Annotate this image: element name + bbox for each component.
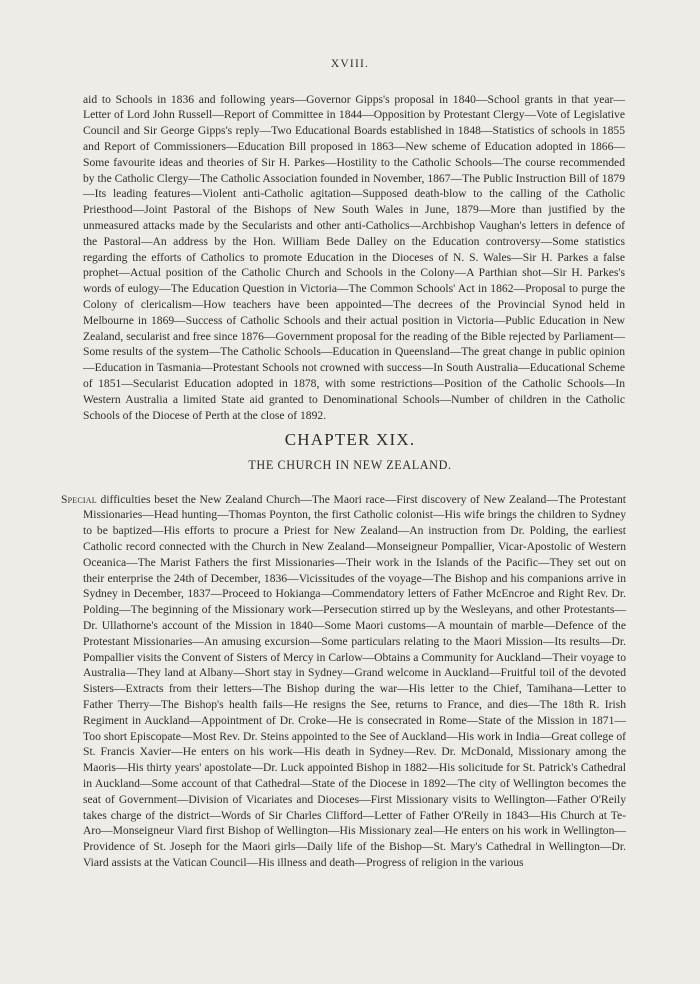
chapter-summary xyxy=(61,492,626,871)
previous-chapter-summary: aid to Schools in 1836 and following years—Governor Gipps's proposal in 1840—School grants in that year—Letter of Lord John Russell—Report of Committee in 1844—Opposition by Protestant Clergy—Vote of Legislative Council and Sir George Gipps's reply—Two Educational Boards established in 1848—Statistics of schools in 1855 and Report of Commissioners—Education Bill proposed in 1863—New scheme of Education adopted in 1866—Some favourite ideas and theories of Sir H. Parkes—Hostility to the Catholic Schools—The course recommended by the Catholic Clergy—The Catholic Association founded in November, 1867—The Public Instruction Bill of 1879—Its leading features—Violent anti-Catholic agitation—Supposed death-blow to the calling of the Catholic Priesthood—Joint Pastoral of the Bishops of New South Wales in June, 1879—More than justified by the unmeasured attacks made by the Secularists and other anti-Catholics—Archbishop Vaughan's letters in defence of the Pastoral—An address by the Hon. William Bede Dalley on the Education controversy—Some statistics regarding the efforts of Catholics to promote Education in the Dioceses of N. S. Wales—Sir H. Parkes a false prophet—Actual position of the Catholic Church and Schools in the Colony—A Parthian shot—Sir H. Parkes's words of eulogy—The Education Question in Victoria—The Common Schools' Act in 1862—Proposal to purge the Colony of clericalism—How teachers have been appointed—The decrees of the Provincial Synod held in Melbourne in 1869—Success of Catholic Schools and their actual position in Victoria—Public Education in New Zealand, secularist and free since 1876—Government proposal for the reading of the Bible rejected by Parliament—Some results of the system—The Catholic Schools—Education in Queensland—The great change in public opinion—Education in Tasmania—Protestant Schools not crowned with success—In South Australia—Educational Scheme of 1851—Secularist Education adopted in 1878, with some restrictions—Position of the Catholic Schools—In Western Australia a limited State aid granted to Denominational Schools—Number of children in the Catholic Schools of the Diocese of Perth at the close of 1892. xyxy=(83,92,625,422)
chapter-subtitle: THE CHURCH IN NEW ZEALAND. xyxy=(248,458,452,472)
chapter-summary-text: difficulties beset the New Zealand Church—The Maori race—First discovery of New Zealand—The Protestant Missionaries—Head hunting—Thomas Poynton, the first Catholic colonist—His wife brings the children to Sydney to be baptized—His efforts to procure a Priest for New Zealand—An instruction from Dr. Polding, the earliest Catholic record connected with the Church in New Zealand—Monseigneur Pompallier, Vicar-Apostolic of Western Oceanica—The Marist Fathers the first Missionaries—Their work in the Islands of the Pacific—They set out on their enterprise the 24th of December, 1836—Vicissitudes of the voyage—The Bishop and his companions arrive in Sydney in December, 1837—Proceed to Hokianga—Commendatory letters of Father McEncroe and Right Rev. Dr. Polding—The beginning of the Missionary work—Persecution stirred up by the Wesleyans, and other Protestants—Dr. Ullathorne's account of the Mission in 1840—Some Maori customs—A mountain of marble—Defence of the Protestant Missionaries—An amusing excursion—Some particulars relating to the Maori Mission—Its results—Dr. Pompallier visits the Convent of Sisters of Mercy in Carlow—Obtains a Community for Auckland—Their voyage to Australia—They land at Albany—Short stay in Sydney—Grand welcome in Auckland—Fruitful toil of the devoted Sisters—Extracts from their letters—The Bishop during the war—His letter to the Chief, Tamihana—Letter to Father Therry—The Bishop's health fails—He resigns the See, returns to France, and dies—The 18th R. Irish Regiment in Auckland—Appointment of Dr. Croke—He is consecrated in Rome—State of the Mission in 1871—Too short Episcopate—Most Rev. Dr. Steins appointed to the See of Auckland—His work in India—Great college of St. Francis Xavier—He enters on his work—His death in Sydney—Rev. Dr. McDonald, Missionary among the Maoris—His thirty years' apostolate—Dr. Luck appointed Bishop in 1882—His solicitude for St. Patrick's Cathedral in Auckland—Some account of that Cathedral—State of the Diocese in 1892—The city of Wellington becomes the seat of Government—Division of Vicariates and Dioceses—First Missionary visits to Wellington—Father O'Reily takes charge of the district—Words of Sir Charles Clifford—Letter of Father O'Reily in 1843—His Church at Te-Aro—Monseigneur Viard first Bishop of Wellington—His Missionary zeal—He enters on his work in Wellington—Providence of St. Joseph for the Maori girls—Daily life of the Bishop—St. Mary's Cathedral in Wellington—Dr. Viard assists at the Vatican Council—His illness and death—Progress of religion in the various xyxy=(83,492,626,869)
running-head-page-number: XVIII. xyxy=(330,58,370,70)
chapter-summary-lead-word: Special xyxy=(61,492,97,506)
chapter-title: CHAPTER XIX. xyxy=(284,430,416,449)
